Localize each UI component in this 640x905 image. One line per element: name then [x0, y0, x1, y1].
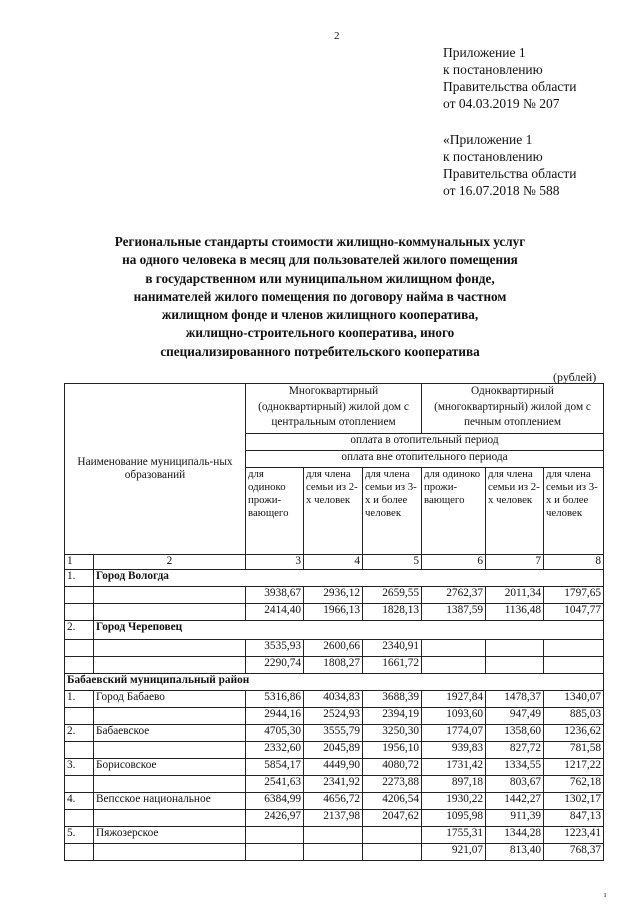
- table-row: 5. Пяжозерское 1755,31 1344,28 1223,41: [65, 827, 604, 844]
- city-row: 1. Город Вологда: [65, 570, 604, 587]
- column-numbers-row: 1 2 3 4 5 6 7 8: [65, 555, 604, 570]
- table-row: 2541,63 2341,92 2273,88 897,18 803,67 762,18: [65, 776, 604, 793]
- group-stove-heating: Одноквартирный (многоквартирный) жилой дом с печным отоплением: [422, 384, 604, 434]
- subheader-two: для члена семьи из 2-х человек: [486, 468, 544, 555]
- subheader-single: для одиноко прожи-вающего: [246, 468, 304, 555]
- col-name-header: Наименование муниципаль-ных образований: [65, 384, 246, 555]
- table-row: 3938,67 2936,12 2659,55 2762,37 2011,34 1797,65: [65, 587, 604, 604]
- units-label: (рублей): [553, 370, 597, 384]
- table-row: 2332,60 2045,89 1956,10 939,83 827,72 781,58: [65, 742, 604, 759]
- table-row: 921,07 813,40 768,37: [65, 844, 604, 861]
- appendix-new-reference: Приложение 1 к постановлению Правительства области от 04.03.2019 № 207: [443, 45, 577, 111]
- city-row: 2. Город Череповец: [65, 621, 604, 640]
- subheader-three: для члена семьи из 3-х и более человек: [544, 468, 604, 555]
- nonheating-period-label: оплата вне отопительного периода: [246, 451, 604, 468]
- district-row: [65, 674, 604, 691]
- table-row: 2426,97 2137,98 2047,62 1095,98 911,39 847,13: [65, 810, 604, 827]
- page-mark: ı: [604, 890, 607, 899]
- table-row: 4. Вепсское национальное 6384,99 4656,72 4206,54 1930,22 1442,27 1302,17: [65, 793, 604, 810]
- table-row: 2. Бабаевское 4705,30 3555,79 3250,30 1774,07 1358,60 1236,62: [65, 725, 604, 742]
- subheader-single: для одиноко прожи-вающего: [422, 468, 486, 555]
- table-row: 3535,93 2600,66 2340,91: [65, 640, 604, 657]
- table-row: 1. Город Бабаево 5316,86 4034,83 3688,39 1927,84 1478,37 1340,07: [65, 691, 604, 708]
- settlement-name: Пяжозерское: [94, 827, 246, 844]
- district-name: Бабаевский муниципальный район: [65, 674, 604, 691]
- settlement-name: Бабаевское: [94, 725, 246, 742]
- standards-table: [64, 383, 604, 861]
- table-row: 2414,40 1966,13 1828,13 1387,59 1136,48 1047,77: [65, 604, 604, 621]
- subheader-two: для члена семьи из 2-х человек: [304, 468, 363, 555]
- table-row: 2290,74 1808,27 1661,72: [65, 657, 604, 674]
- settlement-name: Город Бабаево: [94, 691, 246, 708]
- city-name: Город Череповец: [94, 621, 604, 640]
- document-title: Региональные стандарты стоимости жилищно-коммунальных услуг на одного человека в месяц для пользователей жилого помещения в государственном или муниципальном жилищном фонде, нанимателей жилого помещения по договору найма в частном жилищном фонде и членов жилищного кооператива, жилищно-строительного кооператива, иного специализированного потребительского кооператива: [114, 234, 526, 359]
- settlement-name: Вепсское национальное: [94, 793, 246, 810]
- group-central-heating: Многоквартирный (одноквартирный) жилой дом с центральным отоплением: [246, 384, 422, 434]
- settlement-name: Борисовское: [94, 759, 246, 776]
- table-row: 2944,16 2524,93 2394,19 1093,60 947,49 885,03: [65, 708, 604, 725]
- table-row: 3. Борисовское 5854,17 4449,90 4080,72 1731,42 1334,55 1217,22: [65, 759, 604, 776]
- city-name: Город Вологда: [94, 570, 604, 587]
- appendix-old-reference: «Приложение 1 к постановлению Правительства области от 16.07.2018 № 588: [443, 132, 577, 198]
- heating-period-label: оплата в отопительный период: [246, 434, 604, 451]
- subheader-three: для члена семьи из 3-х и более человек: [363, 468, 422, 555]
- page-number: 2: [334, 30, 340, 42]
